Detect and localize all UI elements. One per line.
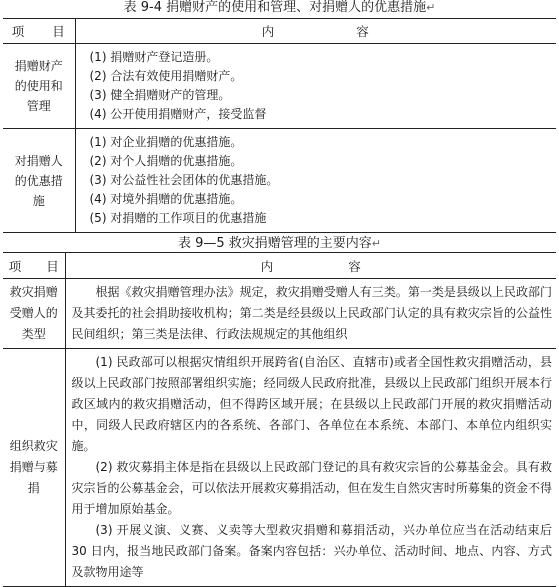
header-item: 项 目 bbox=[3, 253, 65, 279]
row-content bbox=[75, 129, 556, 233]
header-item: 项 目 bbox=[3, 19, 75, 44]
list-item: (2) 对个人捐赠的优惠措施。 bbox=[89, 154, 243, 168]
table-header-row bbox=[3, 19, 556, 44]
list-item: (3) 健全捐赠财产的管理。 bbox=[89, 88, 231, 102]
content-paragraph: (1) 民政部可以根据灾情组织开展跨省(自治区、直辖市)或者全国性救灾捐赠活动，县级以上民政部门按照部署组织实施；经同级人民政府批准，县级以上民政部门组织开展本行政区域内的救灾捐赠活动，但不得跨区域开展；在县级以上民政部门开展的救灾捐赠活动中，同级人民政府辖区内的各系统、各部门、各单位在本系统、本部门、本单位内组织实施。 bbox=[71, 355, 552, 453]
content-paragraph: (3) 开展义演、义赛、义卖等大型救灾捐赠和募捐活动，兴办单位应当在活动结束后 30 日内，报当地民政部门备案。备案内容包括：兴办单位、活动时间、地点、内容、方式及款物用途等 bbox=[71, 523, 552, 579]
table-header-row bbox=[3, 253, 556, 279]
header-content: 内 容 bbox=[75, 19, 556, 44]
list-item: (4) 公开使用捐赠财产，接受监督 bbox=[89, 107, 267, 121]
row-content bbox=[65, 279, 556, 349]
list-item: (3) 对公益性社会团体的优惠措施。 bbox=[89, 173, 279, 187]
row-content bbox=[75, 44, 556, 129]
row-content bbox=[65, 349, 556, 587]
row-item-label: 对捐赠人的优惠措施 bbox=[3, 129, 75, 233]
table-caption bbox=[0, 0, 559, 16]
content-paragraph: 根据《救灾捐赠管理办法》规定，救灾捐赠受赠人有三类。第一类是县级以上民政部门及其委托的社会捐助接收机构；第二类是经县级以上民政部门认定的具有救灾宗旨的公益性民间组织；第三类是法律、行政法规规定的其他组织 bbox=[71, 285, 552, 341]
table-caption bbox=[0, 236, 559, 252]
row-item-label: 组织救灾捐赠与募捐 bbox=[3, 349, 65, 587]
donation-measures-table bbox=[3, 18, 556, 233]
header-content: 内 容 bbox=[65, 253, 556, 279]
content-paragraph: (2) 救灾募捐主体是指在县级以上民政部门登记的具有救灾宗旨的公募基金会。具有救灾宗旨的公募基金会，可以依法开展救灾募捐活动，但在发生自然灾害时所募集的资金不得用于增加原始基金。 bbox=[71, 460, 552, 516]
list-item: (2) 合法有效使用捐赠财产。 bbox=[89, 69, 243, 83]
disaster-relief-donation-table bbox=[3, 252, 556, 587]
paragraph-mark: ↵ bbox=[426, 1, 436, 14]
table1-caption-text: 表 9-4 捐赠财产的使用和管理、对捐赠人的优惠措施 bbox=[123, 0, 427, 15]
list-item: (1) 对企业捐赠的优惠措施。 bbox=[89, 135, 243, 149]
list-item: (1) 捐赠财产登记造册。 bbox=[89, 50, 219, 64]
row-item-label: 救灾捐赠受赠人的类型 bbox=[3, 279, 65, 349]
row-item-label: 捐赠财产的使用和管理 bbox=[3, 44, 75, 129]
table-row bbox=[3, 44, 556, 129]
table-row bbox=[3, 279, 556, 349]
table2-caption-text: 表 9—5 救灾捐赠管理的主要内容 bbox=[177, 236, 372, 251]
table-row bbox=[3, 129, 556, 233]
paragraph-mark: ↵ bbox=[371, 237, 382, 250]
list-item: (5) 对捐赠的工作项目的优惠措施 bbox=[89, 211, 267, 225]
table-row bbox=[3, 349, 556, 587]
list-item: (4) 对境外捐赠的优惠措施。 bbox=[89, 192, 243, 206]
